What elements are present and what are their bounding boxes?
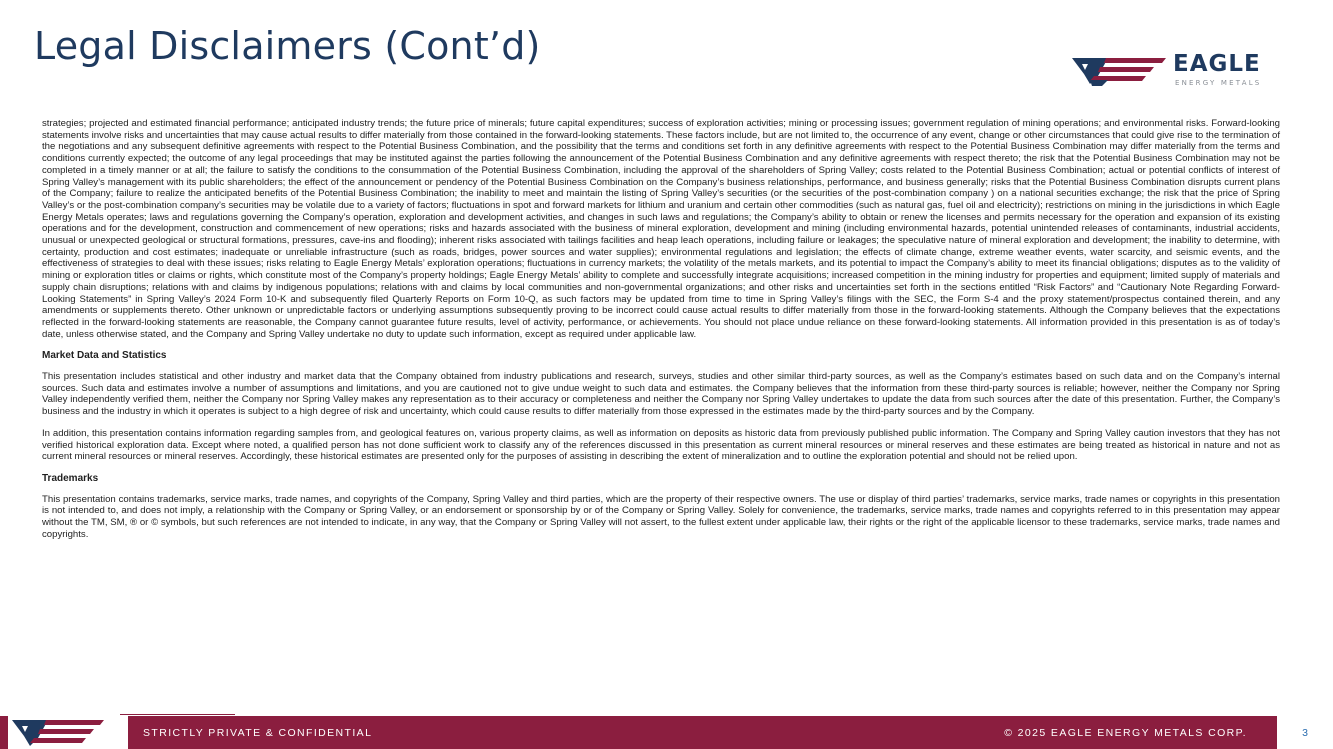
- confidential-label: STRICTLY PRIVATE & CONFIDENTIAL: [143, 727, 373, 739]
- footer-divider: [120, 714, 235, 715]
- page-number: 3: [1302, 727, 1308, 739]
- trademarks-heading: Trademarks: [42, 472, 99, 484]
- footer-bar: [0, 716, 1333, 749]
- trademarks-paragraph: This presentation contains trademarks, service marks, trade names, and copyrights of the Company, Spring Valley and third parties, which are the property of their respective owners. The use or display of third parties’ trademarks, service marks, trade names or copyrights in this presentation is not intended to, and does not imply, a relationship with the Company or Spring Valley, or an endorsement or sponsorship by or of the Company or Spring Valley. Solely for convenience, the trademarks, service marks, trade names and copyrights referred to in this presentation may appear without the TM, SM, ® or © symbols, but such references are not intended to indicate, in any way, that the Company or Spring Valley will not assert, to the fullest extent under applicable law, their rights or the right of the applicable licensor to these trademarks, service marks, trade names and copyrights.: [42, 493, 1280, 540]
- page-title: Legal Disclaimers (Cont’d): [34, 24, 541, 68]
- copyright-label: © 2025 EAGLE ENERGY METALS CORP.: [1004, 727, 1247, 739]
- logo-wordmark: EAGLE: [1173, 51, 1261, 77]
- logo-tagline: ENERGY METALS: [1175, 79, 1262, 87]
- market-data-paragraph: This presentation includes statistical and other industry and market data that the Company obtained from industry publications and research, surveys, studies and other similar third-party sources, as well as the Company’s estimates based on such data and on the Company’s internal sources. Such data and estimates involve a number of assumptions and limitations, and you are cautioned not to give undue weight to such data and estimates. the Company believes that the information from these third-party sources is reliable; however, neither the Company nor Spring Valley independently verified them, neither the Company nor Spring Valley makes any representation as to their accuracy or completeness and neither the Company nor Spring Valley undertakes to update the data from such sources after the date of this presentation. Further, the Company’s business and the industry in which it operates is subject to a high degree of risk and uncertainty, which could cause results to differ materially from those expressed in the estimates made by the third-party sources and by the Company.: [42, 371, 1280, 418]
- historical-data-paragraph: In addition, this presentation contains information regarding samples from, and geological features on, various property claims, as well as information on deposits as historic data from previously published public information. The Company and Spring Valley caution investors that they has not verified historical exploration data. Except where noted, a qualified person has not done sufficient work to classify any of the references discussed in this presentation as current mineral resources or mineral reserves and these estimates are being treated as historical in nature and not as current mineral resources or mineral reserves. Accordingly, these historical estimates are presented only for the purposes of assisting in describing the extent of mineralization and to outline the exploration potential and should not be relied upon.: [42, 427, 1280, 463]
- disclaimer-body: [42, 118, 1280, 551]
- page-number-box: [1277, 716, 1333, 749]
- forward-looking-paragraph: strategies; projected and estimated financial performance; anticipated industry trends; the future price of minerals; future capital expenditures; success of exploration activities; mining or processing issues; government regulation of mining operations; and environmental risks. Forward-looking statements involve risks and uncertainties that may cause actual results to differ materially from those contained in the forward-looking statements. These factors include, but are not limited to, the occurrence of any event, change or other circumstances that could give rise to the termination of the negotiations and any subsequent definitive agreements with respect to the Potential Business Combination, and the possibility that the terms and conditions set forth in any definitive agreements with respect to the Potential Business Combination may differ materially from the terms and conditions currently expected; the outcome of any legal proceedings that may be instituted against the parties following the announcement of the Potential Business Combination and any definitive agreements with respect thereto; the risk that the Potential Business Combination may not be completed in a timely manner or at all; the failure to satisfy the conditions to the consummation of the Potential Business Combination, including the approval of the shareholders of Spring Valley; costs related to the Potential Business Combination; actual or potential conflicts of interest of Spring Valley’s management with its public shareholders; the effect of the announcement or pendency of the Potential Business Combination on the Company’s business relationships, performance, and business generally; risks that the Potential Business Combination disrupts current plans of the Company; failure to realize the anticipated benefits of the Potential Business Combination; the inability to meet and maintain the listing of Spring Valley’s securities (or the securities of the post-combination company ) on a national securities exchange; the risk that the price of Spring Valley’s or the post-combination company’s securities may be volatile due to a variety of factors; fluctuations in spot and forward markets for lithium and uranium and certain other commodities (such as natural gas, fuel oil and electricity); restrictions on mining in the jurisdictions in which Eagle Energy Metals operates; laws and regulations governing the Company’s operation, exploration and development activities, and changes in such laws and regulations; the Company’s ability to obtain or renew the licenses and permits necessary for the operation and expansion of its existing operations and for the development, construction and commencement of new operations; risks and hazards associated with the business of mineral exploration, development and mining (including environmental hazards, potential unintended releases of contaminants, industrial accidents, unusual or unexpected geological or structural formations, pressures, cave-ins and flooding); inherent risks associated with tailings facilities and heap leach operations, including failure or leakages; the speculative nature of mineral exploration and development; the inability to determine, with certainty, production and cost estimates; inadequate or unreliable infrastructure (such as roads, bridges, power sources and water supplies); environmental regulations and legislation; the effects of climate change, extreme weather events, water scarcity, and seismic events, and the effectiveness of strategies to deal with these issues; risks relating to Eagle Energy Metals’ exploration operations; fluctuations in currency markets; the volatility of the metals markets, and its potential to impact the Company’s ability to meet its financial obligations; disputes as to the validity of mining or exploration titles or claims or rights, which constitute most of the Company’s property holdings; Eagle Energy Metals’ ability to complete and successfully integrate acquisitions; increased competition in the mining industry for properties and equipment; limited supply of materials and supply chain disruptions; relations with and claims by indigenous populations; relations with and claims by local communities and non-governmental organizations; and other risks and uncertainties set forth in the sections entitled “Risk Factors” and “Cautionary Note Regarding Forward-Looking Statements” in Spring Valley’s 2024 Form 10-K and subsequently filed Quarterly Reports on Form 10-Q, as such factors may be updated from time to time in Spring Valley’s filings with the SEC, the Form S-4 and the proxy statement/prospectus contained therein, and any amendments or supplements thereto. Other unknown or unpredictable factors or underlying assumptions subsequently proving to be incorrect could cause actual results to differ materially from those in the forward-looking statements. Although the Company believes that the expectations reflected in the forward-looking statements are reasonable, the Company cannot guarantee future results, level of activity, performance, or achievements. You should not place undue reliance on these forward-looking statements. All information provided in this presentation is as of today’s date, unless otherwise stated, and the Company and Spring Valley undertake no duty to update such information, except as required under applicable law.: [42, 118, 1280, 340]
- footer-eagle-icon: [8, 716, 128, 749]
- market-data-heading: Market Data and Statistics: [42, 350, 167, 362]
